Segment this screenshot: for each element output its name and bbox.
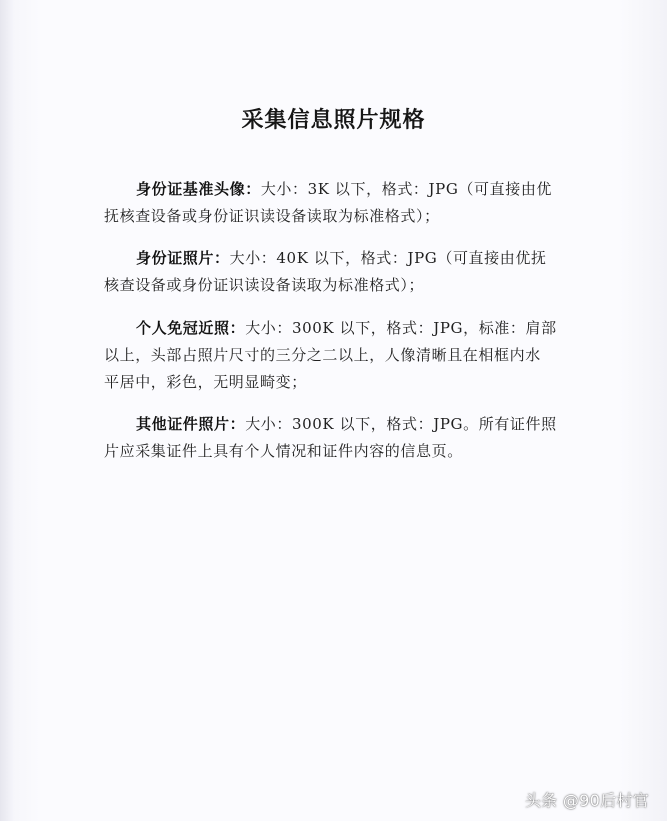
paragraph-text: 片应采集证件上具有个人情况和证件内容的信息页。 — [104, 442, 463, 460]
spec-paragraph-portrait-photo — [104, 315, 586, 396]
paragraph-label: 身份证基准头像： — [136, 180, 261, 198]
paragraph-first-line — [104, 315, 586, 342]
paragraph-text: 平居中，彩色，无明显畸变； — [104, 373, 307, 391]
watermark-text: 头条 @90后村官 — [524, 791, 649, 810]
paragraph-text: 以上，头部占照片尺寸的三分之二以上，人像清晰且在相框内水 — [104, 346, 541, 364]
spec-paragraph-id-card-photo — [104, 245, 586, 299]
paragraph-first-line — [104, 411, 586, 438]
spec-paragraph-id-base-photo — [104, 176, 586, 230]
paragraph-text: 大小：300K 以下，格式：JPG。所有证件照 — [245, 415, 557, 433]
paragraph-text: 大小：40K 以下，格式：JPG（可直接由优抚 — [229, 249, 547, 267]
paragraph-text: 抚核查设备或身份证识读设备读取为标准格式）； — [104, 207, 440, 225]
paragraph-label: 个人免冠近照： — [136, 319, 246, 337]
paragraph-text: 大小：3K 以下，格式：JPG（可直接由优 — [260, 180, 553, 198]
paragraph-label: 身份证照片： — [136, 249, 230, 267]
paragraph-text: 核查设备或身份证识读设备读取为标准格式）； — [104, 276, 425, 294]
spec-paragraph-other-documents — [104, 411, 586, 465]
paragraph-first-line — [104, 176, 586, 203]
paragraph-text: 大小：300K 以下，格式：JPG，标准：肩部 — [245, 319, 557, 337]
paragraph-label: 其他证件照片： — [136, 415, 246, 433]
document-title: 采集信息照片规格 — [241, 107, 426, 133]
paragraph-first-line — [104, 245, 586, 272]
